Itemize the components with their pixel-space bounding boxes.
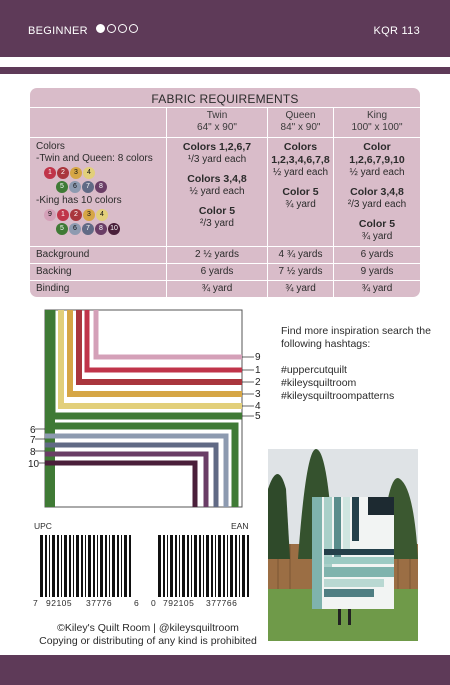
size-dims: 84" x 90" bbox=[280, 122, 321, 133]
barcode-bar bbox=[218, 535, 221, 597]
difficulty-dot bbox=[118, 24, 127, 33]
barcode-bar bbox=[49, 535, 50, 597]
column-header-queen bbox=[268, 110, 333, 134]
barcode-bar bbox=[121, 535, 122, 597]
color-group-title: Colors 1,2,6,7 bbox=[182, 141, 252, 153]
size-name: Twin bbox=[206, 110, 228, 121]
upc-digit: 37776 bbox=[86, 598, 113, 608]
color-group-title: 1,2,3,4,6,7,8 bbox=[271, 154, 330, 166]
barcode-bar bbox=[227, 535, 228, 597]
color-swatch-3: 3 bbox=[83, 209, 95, 221]
difficulty-dot bbox=[96, 24, 105, 33]
barcode-bar bbox=[206, 535, 209, 597]
background-queen: 4 ¾ yards bbox=[278, 249, 323, 260]
table-rule bbox=[30, 107, 420, 108]
table-rule bbox=[30, 246, 420, 247]
king-colors-cell bbox=[334, 141, 420, 243]
barcode-bar bbox=[117, 535, 119, 597]
binding-queen: ¾ yard bbox=[285, 283, 316, 294]
barcode-bar bbox=[69, 535, 71, 597]
barcode-bar bbox=[175, 535, 177, 597]
barcode-bar bbox=[109, 535, 110, 597]
barcode-bar bbox=[105, 535, 107, 597]
color-swatch-2: 2 bbox=[57, 167, 69, 179]
barcode-bar bbox=[93, 535, 95, 597]
diagram-label: 5 bbox=[255, 411, 261, 422]
barcode-bar bbox=[170, 535, 173, 597]
copyright-block bbox=[32, 622, 264, 648]
header-bar bbox=[0, 0, 450, 57]
ean-digit: 792105 bbox=[163, 598, 195, 608]
barcode-bar bbox=[211, 535, 213, 597]
swatch-row bbox=[44, 167, 153, 179]
difficulty-dot bbox=[129, 24, 138, 33]
copyright-line: ©Kiley's Quilt Room | @kileysquiltroom bbox=[57, 622, 239, 634]
swatch-row bbox=[56, 223, 153, 235]
size-name: King bbox=[366, 110, 387, 121]
barcode-bar bbox=[247, 535, 249, 597]
row-label-binding: Binding bbox=[36, 283, 70, 294]
diagram-label: 8 bbox=[30, 447, 36, 458]
color-swatch-10: 10 bbox=[108, 223, 120, 235]
diagram-label: 9 bbox=[255, 352, 261, 363]
color-swatch-5: 5 bbox=[56, 181, 68, 193]
diagram-label: 2 bbox=[255, 377, 261, 388]
color-swatch-4: 4 bbox=[96, 209, 108, 221]
quilt-photo bbox=[268, 449, 418, 641]
color-group-amount: ½ yard each bbox=[349, 167, 405, 178]
table-rule bbox=[30, 263, 420, 264]
barcode-bar bbox=[52, 535, 55, 597]
binding-king: ¾ yard bbox=[361, 283, 393, 294]
barcode-bar bbox=[64, 535, 67, 597]
diagram-label: 7 bbox=[30, 435, 36, 446]
barcode-bar bbox=[88, 535, 91, 597]
upc-digit: 92105 bbox=[46, 598, 73, 608]
barcode-bar bbox=[76, 535, 79, 597]
color-swatch-1: 1 bbox=[44, 167, 56, 179]
barcode-bar bbox=[203, 535, 204, 597]
color-swatch-7: 7 bbox=[82, 223, 94, 235]
table-rule bbox=[30, 137, 420, 138]
hashtag: #kileysquiltroompatterns bbox=[281, 390, 395, 402]
diagram-label: 1 bbox=[255, 365, 261, 376]
row-label-backing: Backing bbox=[36, 266, 72, 277]
diagram-label: 4 bbox=[255, 401, 261, 412]
barcode-bar bbox=[223, 535, 225, 597]
color-group-title: Color 5 bbox=[358, 218, 396, 230]
color-group-title: 1,2,6,7,9,10 bbox=[349, 154, 405, 166]
color-swatch-6: 6 bbox=[69, 181, 81, 193]
barcode-bar bbox=[97, 535, 98, 597]
barcode-bar bbox=[163, 535, 165, 597]
color-swatch-2: 2 bbox=[70, 209, 82, 221]
queen-colors-cell bbox=[268, 141, 333, 211]
binding-twin: ¾ yard bbox=[201, 283, 233, 294]
quilt-layout-diagram bbox=[30, 308, 270, 513]
barcode-bar bbox=[61, 535, 62, 597]
diagram-label: 3 bbox=[255, 389, 261, 400]
barcode-bar bbox=[81, 535, 83, 597]
difficulty-level: BEGINNER bbox=[28, 25, 88, 37]
table-rule bbox=[30, 280, 420, 281]
color-group-amount: ²/3 yard each bbox=[347, 199, 407, 210]
table-title: FABRIC REQUIREMENTS bbox=[151, 92, 299, 106]
upc-barcode bbox=[40, 535, 132, 597]
twin-colors-cell bbox=[167, 141, 267, 230]
size-dims: 100" x 100" bbox=[351, 122, 403, 133]
color-swatch-3: 3 bbox=[70, 167, 82, 179]
barcode-bar bbox=[215, 535, 216, 597]
barcode-bar bbox=[242, 535, 245, 597]
hashtag: #uppercutquilt bbox=[281, 364, 347, 376]
color-swatch-5: 5 bbox=[56, 223, 68, 235]
backing-king: 9 yards bbox=[360, 266, 394, 277]
colors-label: Colors bbox=[36, 141, 65, 152]
king-label: -King has 10 colors bbox=[36, 195, 122, 206]
size-name: Queen bbox=[285, 110, 316, 121]
header-stripe bbox=[0, 67, 450, 74]
barcode-bar bbox=[73, 535, 74, 597]
color-swatch-1: 1 bbox=[57, 209, 69, 221]
copyright-notice: Copying or distributing of any kind is prohibited bbox=[39, 635, 257, 647]
barcode-bar bbox=[194, 535, 197, 597]
barcode-bar bbox=[57, 535, 59, 597]
inspiration-block bbox=[281, 325, 441, 403]
pattern-code: KQR 113 bbox=[373, 25, 420, 37]
background-twin: 2 ½ yards bbox=[195, 249, 239, 260]
color-group-amount: ½ yard each bbox=[272, 167, 329, 178]
twin-queen-label: -Twin and Queen: 8 colors bbox=[36, 153, 153, 164]
background-king: 6 yards bbox=[360, 249, 394, 260]
color-group-title: Color bbox=[363, 141, 391, 153]
barcode-bar bbox=[167, 535, 168, 597]
barcode-bar bbox=[235, 535, 237, 597]
row-label-background: Background bbox=[36, 249, 90, 260]
ean-label: EAN bbox=[231, 521, 249, 531]
color-swatch-8: 8 bbox=[95, 181, 107, 193]
upc-digit: 6 bbox=[134, 598, 140, 608]
barcode-bar bbox=[124, 535, 127, 597]
barcode-bar bbox=[199, 535, 201, 597]
barcode-bar bbox=[85, 535, 86, 597]
column-header-twin bbox=[167, 110, 267, 134]
color-group-title: Color 5 bbox=[198, 205, 236, 217]
ean-digit: 377766 bbox=[206, 598, 238, 608]
barcode-bar bbox=[112, 535, 115, 597]
backing-queen: 7 ½ yards bbox=[278, 266, 323, 277]
barcode-bar bbox=[100, 535, 103, 597]
color-swatch-9: 9 bbox=[44, 209, 56, 221]
upc-digit: 7 bbox=[33, 598, 39, 608]
strip-color-5-border bbox=[45, 310, 55, 507]
color-swatch-8: 8 bbox=[95, 223, 107, 235]
diagram-label: 10 bbox=[28, 459, 40, 470]
backing-twin: 6 yards bbox=[200, 266, 234, 277]
color-group-amount: ½ yard each bbox=[189, 186, 245, 197]
barcode-bar bbox=[179, 535, 180, 597]
difficulty-dot bbox=[107, 24, 116, 33]
inspiration-intro: Find more inspiration search the following hashtags: bbox=[281, 325, 431, 350]
barcode-bar bbox=[239, 535, 240, 597]
color-group-amount: ¾ yard bbox=[361, 231, 393, 242]
color-swatch-6: 6 bbox=[69, 223, 81, 235]
fabric-requirements-table bbox=[30, 88, 420, 297]
barcode-bar bbox=[45, 535, 47, 597]
barcode-bar bbox=[230, 535, 233, 597]
color-group-title: Color 5 bbox=[282, 186, 319, 198]
barcode-bar bbox=[158, 535, 161, 597]
color-group-title: Colors 3,4,8 bbox=[187, 173, 247, 185]
diagram-label: 6 bbox=[30, 425, 36, 436]
color-group-amount: ²/3 yard bbox=[200, 218, 234, 229]
swatch-row bbox=[56, 181, 153, 193]
barcode-bar bbox=[187, 535, 189, 597]
swatch-row bbox=[44, 209, 153, 221]
barcode-bar bbox=[182, 535, 185, 597]
difficulty-dots bbox=[96, 24, 138, 33]
color-swatch-7: 7 bbox=[82, 181, 94, 193]
size-dims: 64" x 90" bbox=[197, 122, 237, 133]
color-group-amount: ¾ yard bbox=[285, 199, 316, 210]
colors-cell bbox=[36, 141, 153, 237]
color-group-amount: ¹/3 yard each bbox=[187, 154, 247, 165]
color-group-title: Colors bbox=[283, 141, 318, 153]
color-swatch-4: 4 bbox=[83, 167, 95, 179]
hashtag: #kileysquiltroom bbox=[281, 377, 357, 389]
footer-bar bbox=[0, 655, 450, 685]
upc-label: UPC bbox=[34, 521, 52, 531]
ean-digit: 0 bbox=[151, 598, 157, 608]
column-header-king bbox=[334, 110, 420, 134]
color-group-title: Color 3,4,8 bbox=[350, 186, 404, 198]
barcode-bar bbox=[191, 535, 192, 597]
barcode-bar bbox=[129, 535, 131, 597]
ean-barcode bbox=[158, 535, 250, 597]
barcode-bar bbox=[40, 535, 43, 597]
